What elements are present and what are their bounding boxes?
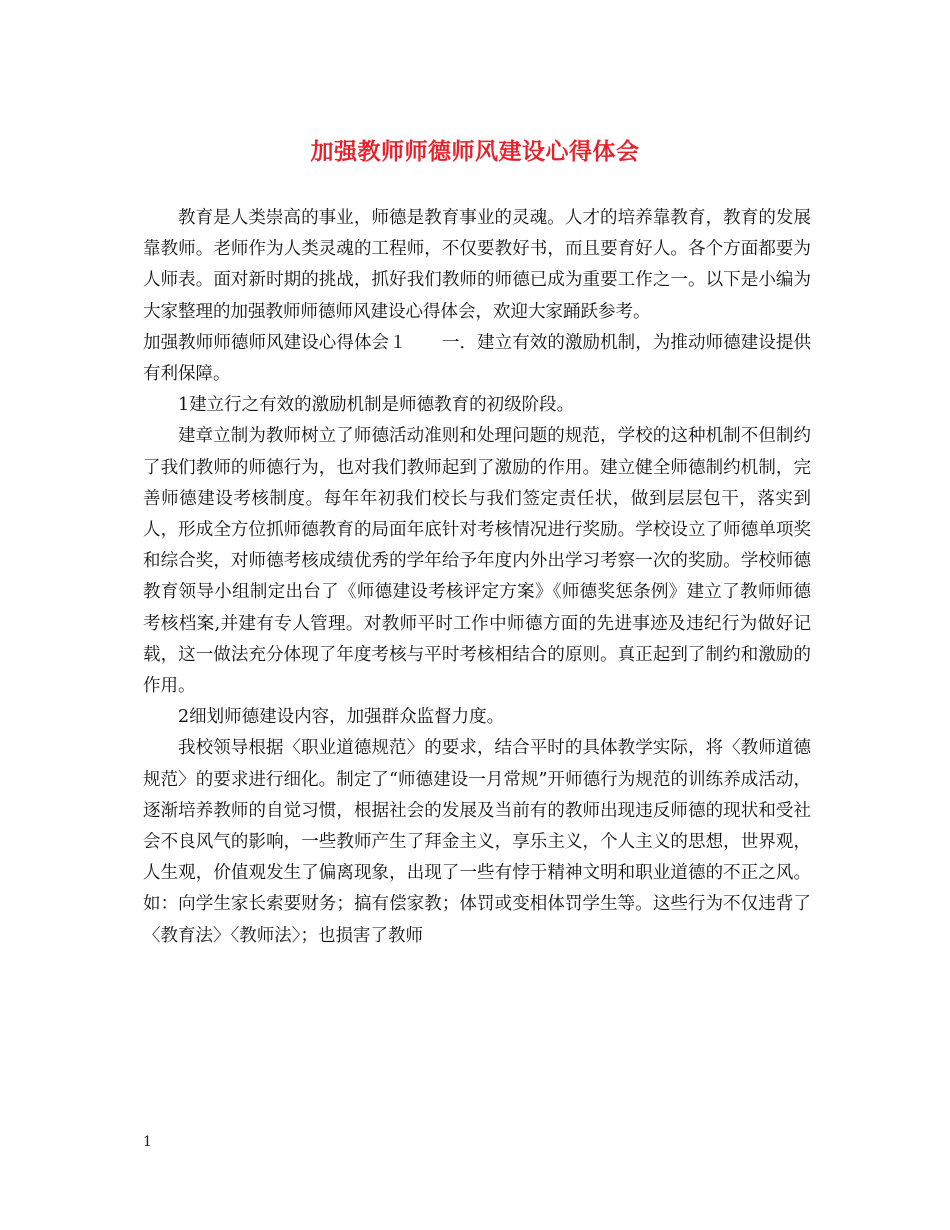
document-body [143,203,811,952]
paragraph: 建章立制为教师树立了师德活动准则和处理问题的规范，学校的这种机制不但制约了我们教师的师德行为，也对我们教师起到了激励的作用。建立健全师德制约机制，完善师德建设考核制度。每年年初我们校长与我们签定责任状，做到层层包干，落实到人，形成全方位抓师德教育的局面年底针对考核情况进行奖励。学校设立了师德单项奖和综合奖，对师德考核成绩优秀的学年给予年度内外出学习考察一次的奖励。学校师德教育领导小组制定出台了《师德建设考核评定方案》《师德奖惩条例》建立了教师师德考核档案,并建有专人管理。对教师平时工作中师德方面的先进事迹及违纪行为做好记载，这一做法充分体现了年度考核与平时考核相结合的原则。真正起到了制约和激励的作用。 [143,426,811,697]
paragraph: 2细划师德建设内容，加强群众监督力度。 [178,707,505,728]
document-title: 加强教师师德师风建设心得体会 [310,138,640,165]
paragraph: 我校领导根据〈职业道德规范〉的要求，结合平时的具体教学实际，将〈教师道德规范〉的要求进行细化。制定了“师德建设一月常规”开师德行为规范的训练养成活动，逐渐培养教师的自觉习惯，根据社会的发展及当前有的教师出现违反师德的现状和受社会不良风气的影响，一些教师产生了拜金主义，享乐主义，个人主义的思想，世界观，人生观，价值观发生了偏离现象，出现了一些有悖于精神文明和职业道德的不正之风。如：向学生家长索要财务；搞有偿家教；体罚或变相体罚学生等。这些行为不仅违背了〈教育法〉〈教师法〉；也损害了教师 [143,738,811,946]
paragraph: 加强教师师德师风建设心得体会１ 一．建立有效的激励机制，为推动师德建设提供有利保障。 [143,332,811,385]
paragraph: 1建立行之有效的激励机制是师德教育的初级阶段。 [178,395,575,416]
page-number: 1 [143,1134,152,1150]
paragraph: 教育是人类崇高的事业，师德是教育事业的灵魂。人才的培养靠教育，教育的发展靠教师。老师作为人类灵魂的工程师，不仅要教好书，而且要育好人。各个方面都要为人师表。面对新时期的挑战，抓好我们教师的师德已成为重要工作之一。以下是小编为大家整理的加强教师师德师风建设心得体会，欢迎大家踊跃参考。 [143,208,811,322]
